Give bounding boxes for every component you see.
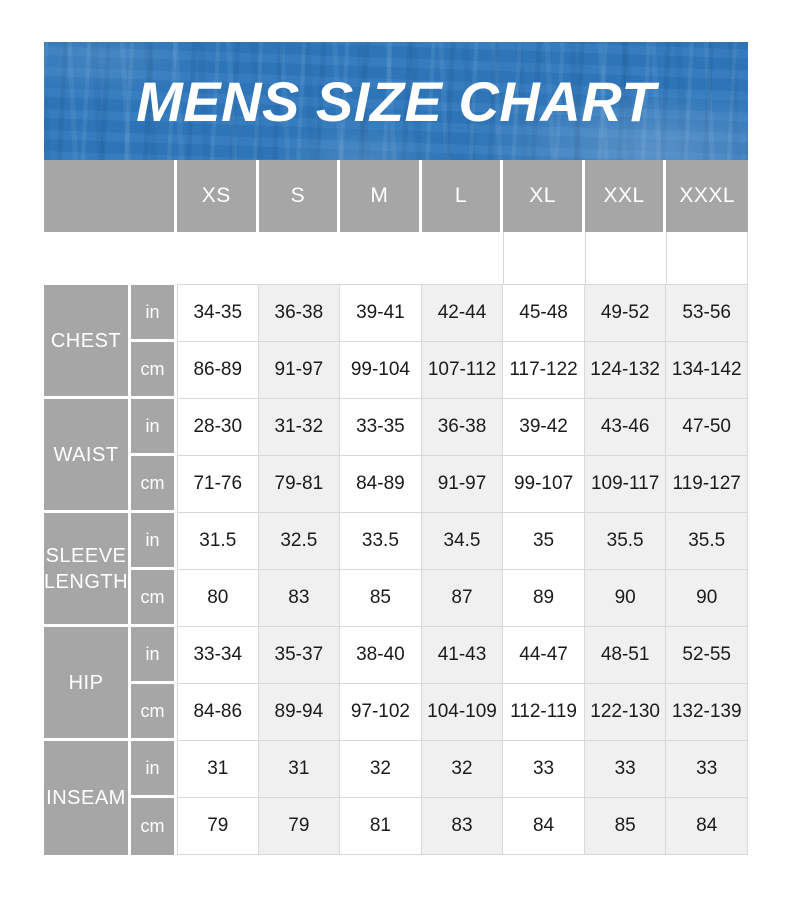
cell-chest-in-xs: 34-35 [177,285,259,342]
cell-inseam-in-m: 32 [340,741,422,798]
row-label-chest: CHEST [44,285,131,399]
cell-waist-in-l: 36-38 [422,399,504,456]
cell-waist-cm-m: 84-89 [340,456,422,513]
cell-chest-cm-xxxl: 134-142 [666,342,748,399]
cell-inseam-cm-xl: 84 [503,798,585,855]
cell-hip-in-xxxl: 52-55 [666,627,748,684]
cell-chest-cm-xxl: 124-132 [585,342,667,399]
cell-hip-in-l: 41-43 [422,627,504,684]
cell-sleeve-length-in-s: 32.5 [259,513,341,570]
cell-inseam-cm-xxxl: 84 [666,798,748,855]
cell-waist-cm-xxl: 109-117 [585,456,667,513]
cell-chest-in-xxxl: 53-56 [666,285,748,342]
cell-waist-cm-l: 91-97 [422,456,504,513]
cell-inseam-in-s: 31 [259,741,341,798]
cell-waist-in-xxl: 43-46 [585,399,667,456]
cell-hip-in-xs: 33-34 [177,627,259,684]
size-table [44,160,748,855]
cell-sleeve-length-in-m: 33.5 [340,513,422,570]
spacer-xxl [585,232,667,285]
cell-waist-in-m: 33-35 [340,399,422,456]
header-size-l: L [422,160,504,232]
row-label-sleeve-length: SLEEVE LENGTH [44,513,131,627]
cell-sleeve-length-in-xxl: 35.5 [585,513,667,570]
cell-waist-in-s: 31-32 [259,399,341,456]
cell-chest-cm-s: 91-97 [259,342,341,399]
unit-label-in-hip: in [131,627,177,684]
header-size-xxxl: XXXL [666,160,748,232]
cell-inseam-in-xs: 31 [177,741,259,798]
chart-title-banner [44,42,748,160]
header-corner-cell [44,160,177,232]
cell-hip-cm-xs: 84-86 [177,684,259,741]
cell-sleeve-length-cm-xxxl: 90 [666,570,748,627]
cell-chest-cm-xs: 86-89 [177,342,259,399]
cell-hip-in-xxl: 48-51 [585,627,667,684]
cell-sleeve-length-cm-m: 85 [340,570,422,627]
cell-waist-cm-xxxl: 119-127 [666,456,748,513]
cell-waist-cm-xs: 71-76 [177,456,259,513]
cell-inseam-in-xxxl: 33 [666,741,748,798]
cell-waist-cm-s: 79-81 [259,456,341,513]
cell-hip-in-xl: 44-47 [503,627,585,684]
unit-label-cm-inseam: cm [131,798,177,855]
cell-inseam-cm-xxl: 85 [585,798,667,855]
cell-chest-cm-l: 107-112 [422,342,504,399]
cell-sleeve-length-cm-xs: 80 [177,570,259,627]
cell-inseam-in-xxl: 33 [585,741,667,798]
cell-waist-in-xl: 39-42 [503,399,585,456]
cell-hip-cm-xxxl: 132-139 [666,684,748,741]
size-chart [44,42,748,855]
cell-chest-in-xxl: 49-52 [585,285,667,342]
cell-hip-cm-m: 97-102 [340,684,422,741]
cell-inseam-in-l: 32 [422,741,504,798]
cell-inseam-cm-xs: 79 [177,798,259,855]
cell-inseam-cm-l: 83 [422,798,504,855]
unit-label-in-waist: in [131,399,177,456]
cell-hip-cm-s: 89-94 [259,684,341,741]
cell-sleeve-length-cm-xl: 89 [503,570,585,627]
cell-chest-in-m: 39-41 [340,285,422,342]
spacer-left [44,232,177,285]
cell-sleeve-length-in-l: 34.5 [422,513,504,570]
unit-label-cm-waist: cm [131,456,177,513]
header-size-s: S [259,160,341,232]
cell-chest-in-s: 36-38 [259,285,341,342]
unit-label-in-inseam: in [131,741,177,798]
row-label-waist: WAIST [44,399,131,513]
cell-inseam-in-xl: 33 [503,741,585,798]
cell-chest-cm-m: 99-104 [340,342,422,399]
chart-title: MENS SIZE CHART [136,69,656,133]
cell-waist-cm-xl: 99-107 [503,456,585,513]
cell-sleeve-length-cm-l: 87 [422,570,504,627]
cell-chest-in-l: 42-44 [422,285,504,342]
cell-sleeve-length-in-xl: 35 [503,513,585,570]
header-size-xs: XS [177,160,259,232]
cell-waist-in-xxxl: 47-50 [666,399,748,456]
row-label-hip: HIP [44,627,131,741]
cell-hip-in-m: 38-40 [340,627,422,684]
unit-label-in-sleeve-length: in [131,513,177,570]
cell-inseam-cm-s: 79 [259,798,341,855]
cell-hip-in-s: 35-37 [259,627,341,684]
header-size-xxl: XXL [585,160,667,232]
cell-sleeve-length-cm-s: 83 [259,570,341,627]
cell-sleeve-length-in-xxxl: 35.5 [666,513,748,570]
cell-inseam-cm-m: 81 [340,798,422,855]
row-label-inseam: INSEAM [44,741,131,855]
spacer-xxxl [666,232,748,285]
unit-label-cm-chest: cm [131,342,177,399]
unit-label-in-chest: in [131,285,177,342]
header-size-m: M [340,160,422,232]
cell-hip-cm-xl: 112-119 [503,684,585,741]
cell-sleeve-length-cm-xxl: 90 [585,570,667,627]
unit-label-cm-hip: cm [131,684,177,741]
unit-label-cm-sleeve-length: cm [131,570,177,627]
cell-chest-in-xl: 45-48 [503,285,585,342]
cell-sleeve-length-in-xs: 31.5 [177,513,259,570]
spacer-xl [503,232,585,285]
cell-hip-cm-l: 104-109 [422,684,504,741]
spacer-main [177,232,503,285]
header-size-xl: XL [503,160,585,232]
cell-hip-cm-xxl: 122-130 [585,684,667,741]
cell-chest-cm-xl: 117-122 [503,342,585,399]
cell-waist-in-xs: 28-30 [177,399,259,456]
